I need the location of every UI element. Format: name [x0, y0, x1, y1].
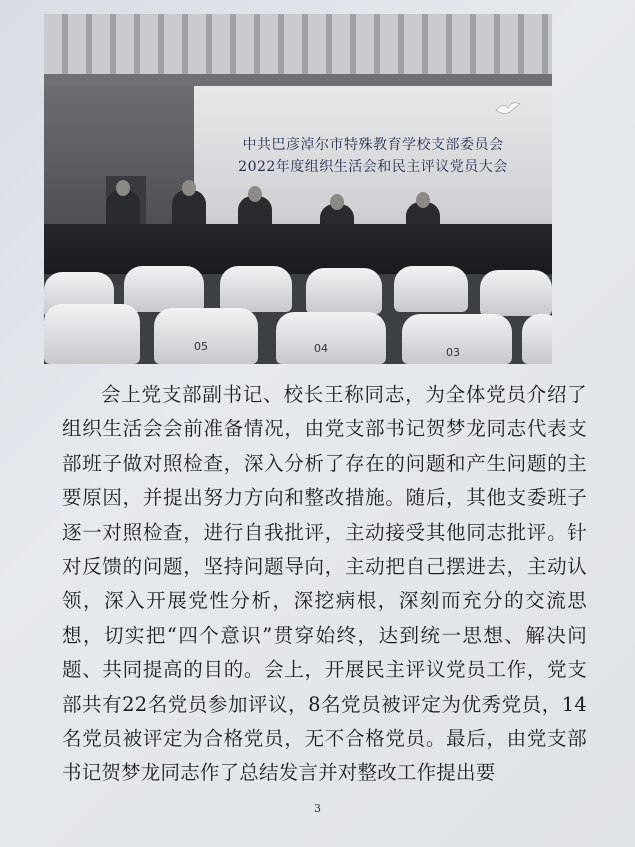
audience-chair: [394, 266, 468, 312]
audience-chair: [276, 312, 386, 364]
presidium-head: [182, 180, 196, 196]
dove-icon: [494, 100, 522, 118]
audience-chair: [44, 304, 140, 364]
audience-chair: [522, 314, 552, 364]
audience-chair: [402, 314, 512, 364]
presidium-head: [116, 180, 130, 196]
audience-chair: [124, 266, 204, 312]
page-number: 3: [314, 802, 321, 815]
body-text: [62, 378, 587, 791]
audience-chair: [480, 270, 552, 316]
audience-chair: [154, 308, 258, 364]
chair-label: 04: [314, 342, 328, 355]
presidium-head: [248, 186, 262, 202]
chair-label: 05: [194, 340, 208, 353]
audience-chair: [306, 268, 382, 314]
banner-line-2: 2022年度组织生活会和民主评议党员大会: [238, 159, 508, 175]
audience-chair: [220, 266, 292, 312]
presidium-table: [44, 224, 552, 274]
banner-line-1: 中共巴彦淖尔市特殊教育学校支部委员会: [242, 137, 504, 153]
body-paragraph: 会上党支部副书记、校长王称同志，为全体党员介绍了组织生活会会前准备情况，由党支部书记贺梦龙同志代表支部班子做对照检查，深入分析了存在的问题和产生问题的主要原因，并提出努力方向和整改措施。随后，其他支委班子逐一对照检查，进行自我批评，主动接受其他同志批评。针对反馈的问题，坚持问题导向，主动把自己摆进去，主动认领，深入开展党性分析，深挖病根，深刻而充分的交流思想，切实把“四个意识”贯穿始终，达到统一思想、解决问题、共同提高的目的。会上，开展民主评议党员工作，党支部共有22名党员参加评议，8名党员被评定为优秀党员，14名党员被评定为合格党员，无不合格党员。最后，由党支部书记贺梦龙同志作了总结发言并对整改工作提出要: [62, 383, 587, 785]
presidium-head: [416, 192, 430, 208]
meeting-photo: [44, 14, 552, 364]
presidium-head: [330, 194, 344, 210]
chair-label: 03: [446, 346, 460, 359]
